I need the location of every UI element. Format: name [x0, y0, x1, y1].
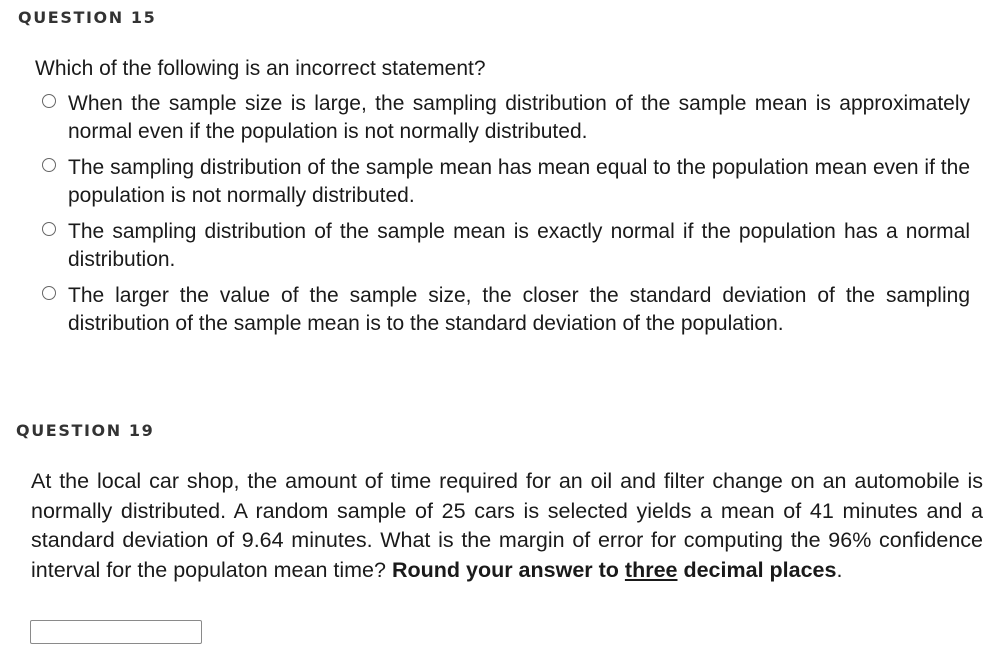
option-4[interactable]: [40, 282, 970, 338]
question-19-header: QUESTION 19: [16, 421, 155, 440]
option-1-label[interactable]: When the sample size is large, the sampling distribution of the sample mean is approximately normal even if the population is not normally distributed.: [68, 92, 970, 143]
question-15-options: [40, 90, 970, 346]
option-1[interactable]: [40, 90, 970, 146]
option-3[interactable]: [40, 218, 970, 274]
option-1-radio[interactable]: [42, 94, 56, 108]
option-2-radio[interactable]: [42, 158, 56, 172]
question-19-text: [31, 467, 983, 585]
option-3-label[interactable]: The sampling distribution of the sample mean is exactly normal if the population has a normal distribution.: [68, 220, 970, 271]
round-instruction-three: three: [624, 557, 678, 582]
option-4-radio[interactable]: [42, 286, 56, 300]
round-instruction-suffix: decimal places: [683, 557, 837, 582]
option-2[interactable]: [40, 154, 970, 210]
option-2-label[interactable]: The sampling distribution of the sample mean has mean equal to the population mean even if the population is not normally distributed.: [68, 156, 970, 207]
option-4-label[interactable]: The larger the value of the sample size, the closer the standard deviation of the sampling distribution of the sample mean is to the standard deviation of the population.: [68, 284, 970, 335]
round-instruction-end: .: [836, 557, 843, 582]
option-3-radio[interactable]: [42, 222, 56, 236]
question-15-prompt: Which of the following is an incorrect statement?: [35, 57, 486, 80]
answer-input[interactable]: [30, 620, 202, 644]
question-19-body: At the local car shop, the amount of time required for an oil and filter change on an automobile is normally distributed. A random sample of 25 cars is selected yields a mean of 41 minutes and a standard deviation of 9.64 minutes. What is the margin of error for computing the 96% confidence interval for the populaton mean time?: [31, 469, 983, 582]
question-15-header: QUESTION 15: [18, 8, 157, 27]
round-instruction-prefix: Round your answer to: [391, 557, 619, 582]
